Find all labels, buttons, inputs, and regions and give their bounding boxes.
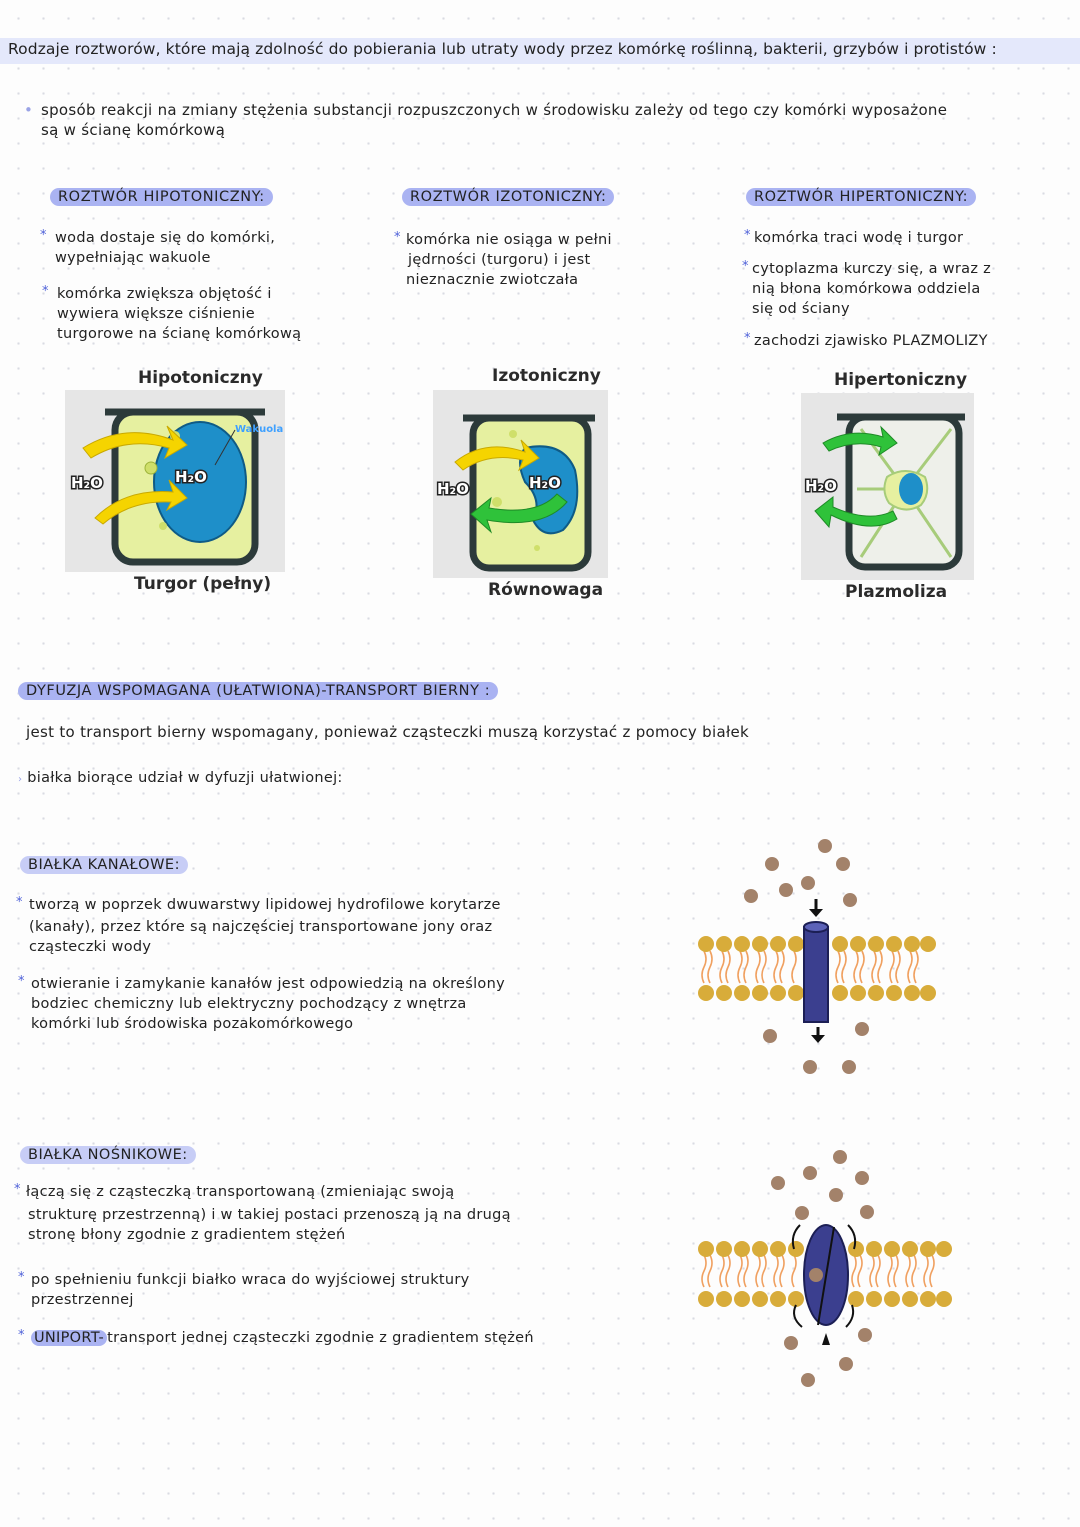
uniport-point: * UNIPORT- transport jednej cząsteczki zgodnie z gradientem stężeń — [18, 1328, 534, 1346]
channel-protein-diagram — [690, 835, 940, 1080]
vacuole-label: Wakuola — [235, 424, 284, 435]
diffusion-heading: DYFUZJA WSPOMAGANA (UŁATWIONA)-TRANSPORT BIERNY : — [18, 680, 498, 699]
hypotonic-h2o-outside: H₂O — [71, 474, 103, 492]
isotonic-h2o-inside: H₂O — [529, 474, 561, 492]
uniport-term: UNIPORT- — [31, 1330, 107, 1346]
isotonic-point-1: * komórka nie osiąga w pełni jędrności (turgoru) i jest nieznacznie zwiotczała — [394, 230, 612, 288]
carrier-point-2: * po spełnieniu funkcji białko wraca do wyjściowej struktury przestrzennej — [18, 1270, 470, 1308]
diffusion-description: jest to transport bierny wspomagany, ponieważ cząsteczki muszą korzystać z pomocy białek — [26, 723, 750, 741]
proteins-intro: › białka biorące udział w dyfuzji ułatwionej: — [18, 770, 343, 786]
channel-proteins-heading: BIAŁKA KANAŁOWE: — [20, 854, 188, 873]
hypotonic-h2o-inside: H₂O — [175, 468, 207, 486]
hypertonic-point-1: * komórka traci wodę i turgor — [744, 228, 964, 246]
hypotonic-point-1: * woda dostaje się do komórki, wypełniając wakuole — [40, 228, 276, 266]
hypertonic-figure-caption: Plazmoliza — [845, 582, 948, 602]
hypotonic-figure-caption: Turgor (pełny) — [134, 574, 272, 594]
hypertonic-heading: ROZTWÓR HIPERTONICZNY: — [746, 186, 976, 205]
carrier-proteins-heading: BIAŁKA NOŚNIKOWE: — [20, 1144, 196, 1163]
hypotonic-figure-title: Hipotoniczny — [138, 368, 263, 388]
hypotonic-point-2: * komórka zwiększa objętość i wywiera większe ciśnienie turgorowe na ścianę komórkową — [42, 284, 302, 342]
carrier-point-1: * łączą się z cząsteczką transportowaną (zmieniając swoją strukturę przestrzenną) i w takiej postaci przenoszą ją na drugą stronę błony zgodnie z gradientem stężeń — [14, 1182, 511, 1243]
page-title: Rodzaje roztworów, które mają zdolność do pobierania lub utraty wody przez komórkę roślinną, bakterii, grzybów i protistów : — [8, 40, 997, 58]
isotonic-figure-caption: Równowaga — [488, 580, 604, 600]
isotonic-cell-figure — [433, 390, 608, 578]
isotonic-heading: ROZTWÓR IZOTONICZNY: — [402, 186, 614, 205]
intro-line-1: sposób reakcji na zmiany stężenia substancji rozpuszczonych w środowisku zależy od tego czy komórki wyposażone — [41, 101, 948, 119]
intro-line-2: są w ścianę komórkową — [41, 121, 226, 139]
hypotonic-heading: ROZTWÓR HIPOTONICZNY: — [50, 186, 273, 205]
hypertonic-h2o: H₂O — [805, 477, 837, 495]
hypertonic-cell-figure — [801, 393, 974, 580]
hypertonic-figure-title: Hipertoniczny — [834, 370, 968, 390]
intro-bullet: • — [24, 101, 34, 119]
hypertonic-point-3: * zachodzi zjawisko PLAZMOLIZY — [744, 331, 988, 349]
carrier-protein-diagram — [690, 1145, 955, 1390]
channel-point-1: * tworzą w poprzek dwuwarstwy lipidowej hydrofilowe korytarze (kanały), przez które są najczęściej transportowane jony oraz cząsteczki wody — [16, 895, 501, 955]
hypotonic-cell-figure — [65, 390, 285, 572]
isotonic-h2o-outside: H₂O — [437, 480, 469, 498]
hypertonic-point-2: * cytoplazma kurczy się, a wraz z nią błona komórkowa oddziela się od ściany — [742, 259, 992, 317]
isotonic-figure-title: Izotoniczny — [492, 366, 601, 386]
channel-point-2: * otwieranie i zamykanie kanałów jest odpowiedzią na określony bodziec chemiczny lub elektryczny pochodzący z wnętrza komórki lub środowiska pozakomórkowego — [18, 974, 505, 1032]
